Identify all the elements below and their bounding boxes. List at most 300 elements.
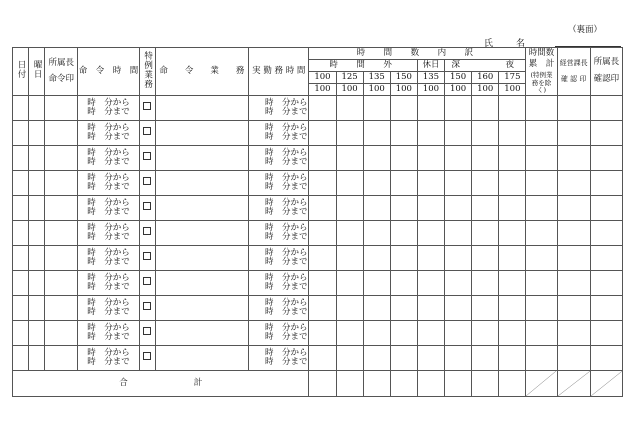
hours-cell[interactable]: [417, 220, 444, 245]
hours-cell[interactable]: [499, 95, 526, 120]
hours-cell[interactable]: [336, 345, 363, 370]
actual-time-cell[interactable]: [249, 120, 309, 145]
total-hours-sum-cell[interactable]: [390, 370, 417, 396]
hours-cell[interactable]: [309, 345, 336, 370]
order-time-cell[interactable]: [78, 145, 139, 170]
hours-cell[interactable]: [499, 195, 526, 220]
accounting-confirm-cell[interactable]: [557, 270, 590, 295]
weekday-cell[interactable]: [29, 295, 45, 320]
time-from-text: 時 分から: [87, 172, 130, 183]
hours-cell[interactable]: [390, 295, 417, 320]
hours-cell[interactable]: [363, 320, 390, 345]
rate-denominator: 100: [499, 83, 526, 95]
chief-confirm-cell[interactable]: [590, 95, 622, 120]
order-duty-cell[interactable]: [155, 345, 248, 370]
total-hours-cell[interactable]: [526, 295, 557, 320]
special-duty-checkbox[interactable]: [143, 302, 151, 310]
special-duty-cell: [139, 270, 155, 295]
order-duty-cell[interactable]: [155, 145, 248, 170]
hours-cell[interactable]: [472, 170, 499, 195]
order-duty-cell[interactable]: [155, 295, 248, 320]
header-total-note: (特例業務を除く): [530, 71, 553, 95]
accounting-confirm-cell[interactable]: [557, 195, 590, 220]
hours-cell[interactable]: [390, 345, 417, 370]
time-from-text: 時 分から: [265, 147, 308, 158]
time-from-text: 時 分から: [265, 222, 308, 233]
special-duty-checkbox[interactable]: [143, 152, 151, 160]
header-accounting-chief: 経営課長: [559, 59, 588, 68]
hours-cell[interactable]: [309, 120, 336, 145]
table-row: [13, 170, 623, 195]
time-until-text: 時 分まで: [265, 231, 308, 242]
hours-cell[interactable]: [336, 320, 363, 345]
time-from-text: 時 分から: [87, 147, 130, 158]
order-duty-cell[interactable]: [155, 95, 248, 120]
weekday-cell[interactable]: [29, 345, 45, 370]
date-cell[interactable]: [13, 95, 29, 120]
time-until-text: 時 分まで: [265, 206, 308, 217]
weekday-cell[interactable]: [29, 95, 45, 120]
order-duty-cell[interactable]: [155, 320, 248, 345]
diagonal-slash: [558, 371, 590, 396]
weekday-cell[interactable]: [29, 170, 45, 195]
rate-denominator: 100: [472, 83, 499, 95]
time-from-text: 時 分から: [87, 97, 130, 108]
header-overtime: 時 間 外: [309, 59, 418, 71]
hours-cell[interactable]: [390, 145, 417, 170]
time-until-text: 時 分まで: [87, 256, 130, 267]
order-time-cell[interactable]: [78, 195, 139, 220]
hours-cell[interactable]: [417, 120, 444, 145]
time-from-text: 時 分から: [87, 297, 130, 308]
table-row: [13, 245, 623, 270]
hours-cell[interactable]: [445, 245, 472, 270]
hours-cell[interactable]: [309, 220, 336, 245]
order-duty-cell[interactable]: [155, 170, 248, 195]
accounting-confirm-cell[interactable]: [557, 345, 590, 370]
total-hours-sum-cell[interactable]: [417, 370, 444, 396]
actual-time-cell[interactable]: [249, 145, 309, 170]
chief-seal-cell[interactable]: [45, 295, 78, 320]
hours-cell[interactable]: [390, 270, 417, 295]
order-time-cell[interactable]: [78, 245, 139, 270]
diagonal-slash: [591, 371, 622, 396]
actual-time-cell[interactable]: [249, 345, 309, 370]
special-duty-cell: [139, 145, 155, 170]
hours-cell[interactable]: [336, 270, 363, 295]
hours-cell[interactable]: [363, 120, 390, 145]
special-duty-cell: [139, 345, 155, 370]
chief-confirm-cell[interactable]: [590, 145, 622, 170]
time-from-text: 時 分から: [265, 347, 308, 358]
total-cumulative-diagonal-cell: [526, 370, 557, 396]
hours-cell[interactable]: [499, 270, 526, 295]
table-row: [13, 145, 623, 170]
chief-diagonal-cell: [590, 370, 622, 396]
hours-cell[interactable]: [390, 245, 417, 270]
order-time-cell[interactable]: [78, 170, 139, 195]
order-duty-cell[interactable]: [155, 245, 248, 270]
total-hours-cell[interactable]: [526, 245, 557, 270]
hours-cell[interactable]: [417, 95, 444, 120]
hours-cell[interactable]: [499, 145, 526, 170]
hours-cell[interactable]: [499, 295, 526, 320]
hours-cell[interactable]: [417, 345, 444, 370]
hours-cell[interactable]: [336, 145, 363, 170]
special-duty-checkbox[interactable]: [143, 177, 151, 185]
time-until-text: 時 分まで: [87, 206, 130, 217]
special-duty-cell: [139, 120, 155, 145]
hours-cell[interactable]: [363, 345, 390, 370]
accounting-confirm-cell[interactable]: [557, 245, 590, 270]
order-duty-cell[interactable]: [155, 220, 248, 245]
hours-cell[interactable]: [390, 95, 417, 120]
weekday-cell[interactable]: [29, 245, 45, 270]
chief-confirm-cell[interactable]: [590, 195, 622, 220]
total-hours-cell[interactable]: [526, 195, 557, 220]
hours-cell[interactable]: [309, 95, 336, 120]
date-cell[interactable]: [13, 220, 29, 245]
chief-seal-cell[interactable]: [45, 145, 78, 170]
total-hours-cell[interactable]: [526, 220, 557, 245]
time-from-text: 時 分から: [87, 197, 130, 208]
total-hours-cell[interactable]: [526, 345, 557, 370]
total-hours-sum-cell[interactable]: [445, 370, 472, 396]
hours-cell[interactable]: [499, 170, 526, 195]
hours-cell[interactable]: [417, 270, 444, 295]
chief-confirm-cell[interactable]: [590, 245, 622, 270]
table-row: [13, 270, 623, 295]
hours-cell[interactable]: [417, 145, 444, 170]
hours-cell[interactable]: [499, 245, 526, 270]
time-until-text: 時 分まで: [265, 256, 308, 267]
table-row: [13, 220, 623, 245]
total-hours-cell[interactable]: [526, 270, 557, 295]
table-row: [13, 320, 623, 345]
header-weekday: 曜日: [29, 48, 45, 96]
header-total-hours-label: 時間数累 計: [528, 48, 555, 70]
time-from-text: 時 分から: [265, 122, 308, 133]
order-duty-cell[interactable]: [155, 195, 248, 220]
hours-cell[interactable]: [472, 345, 499, 370]
rate-numerator: 125: [336, 71, 363, 83]
side-label: （裏面）: [567, 25, 602, 35]
total-hours-sum-cell[interactable]: [499, 370, 526, 396]
hours-cell[interactable]: [472, 295, 499, 320]
special-duty-cell: [139, 170, 155, 195]
hours-cell[interactable]: [390, 120, 417, 145]
actual-time-cell[interactable]: [249, 245, 309, 270]
time-until-text: 時 分まで: [87, 156, 130, 167]
special-duty-checkbox[interactable]: [143, 277, 151, 285]
actual-time-cell[interactable]: [249, 320, 309, 345]
special-duty-cell: [139, 320, 155, 345]
date-cell[interactable]: [13, 195, 29, 220]
header-accounting: [557, 48, 590, 96]
rate-denominator: 100: [390, 83, 417, 95]
time-from-text: 時 分から: [265, 247, 308, 258]
date-cell[interactable]: [13, 270, 29, 295]
hours-cell[interactable]: [363, 220, 390, 245]
date-cell[interactable]: [13, 170, 29, 195]
chief-seal-cell[interactable]: [45, 270, 78, 295]
order-time-cell[interactable]: [78, 295, 139, 320]
hours-cell[interactable]: [472, 245, 499, 270]
hours-cell[interactable]: [390, 220, 417, 245]
weekday-cell[interactable]: [29, 120, 45, 145]
hours-cell[interactable]: [417, 245, 444, 270]
time-from-text: 時 分から: [87, 322, 130, 333]
hours-cell[interactable]: [309, 195, 336, 220]
accounting-confirm-cell[interactable]: [557, 145, 590, 170]
weekday-cell[interactable]: [29, 145, 45, 170]
hours-cell[interactable]: [499, 120, 526, 145]
hours-cell[interactable]: [499, 345, 526, 370]
rate-numerator: 160: [472, 71, 499, 83]
chief-confirm-cell[interactable]: [590, 120, 622, 145]
header-chief-confirm: [590, 48, 622, 96]
total-hours-cell[interactable]: [526, 320, 557, 345]
time-from-text: 時 分から: [87, 272, 130, 283]
hours-cell[interactable]: [363, 170, 390, 195]
hours-cell[interactable]: [363, 95, 390, 120]
rate-numerator: 100: [309, 71, 336, 83]
weekday-cell[interactable]: [29, 220, 45, 245]
hours-cell[interactable]: [445, 220, 472, 245]
chief-confirm-cell[interactable]: [590, 170, 622, 195]
chief-seal-cell[interactable]: [45, 345, 78, 370]
order-time-cell[interactable]: [78, 270, 139, 295]
hours-cell[interactable]: [417, 195, 444, 220]
hours-cell[interactable]: [445, 145, 472, 170]
totals-label-right: 計: [193, 377, 203, 388]
header-breakdown: 時 間 数 内 訳: [309, 48, 526, 60]
hours-cell[interactable]: [363, 195, 390, 220]
time-until-text: 時 分まで: [87, 331, 130, 342]
time-until-text: 時 分まで: [265, 181, 308, 192]
date-cell[interactable]: [13, 120, 29, 145]
special-duty-cell: [139, 220, 155, 245]
special-duty-cell: [139, 195, 155, 220]
date-cell[interactable]: [13, 145, 29, 170]
time-until-text: 時 分まで: [87, 231, 130, 242]
special-duty-checkbox[interactable]: [143, 352, 151, 360]
hours-cell[interactable]: [472, 320, 499, 345]
header-order-time: 命 令 時 間: [78, 48, 139, 96]
special-duty-checkbox[interactable]: [143, 327, 151, 335]
hours-cell[interactable]: [417, 320, 444, 345]
rate-denominator: 100: [417, 83, 444, 95]
time-until-text: 時 分まで: [87, 181, 130, 192]
hours-cell[interactable]: [363, 245, 390, 270]
weekday-cell[interactable]: [29, 320, 45, 345]
date-cell[interactable]: [13, 245, 29, 270]
date-cell[interactable]: [13, 320, 29, 345]
accounting-confirm-cell[interactable]: [557, 295, 590, 320]
time-until-text: 時 分まで: [265, 281, 308, 292]
header-chief-seal: 所属長命令印: [45, 48, 78, 96]
chief-seal-cell[interactable]: [45, 220, 78, 245]
hours-cell[interactable]: [472, 120, 499, 145]
order-time-cell[interactable]: [78, 345, 139, 370]
header-total-hours: [526, 48, 557, 96]
order-duty-cell[interactable]: [155, 270, 248, 295]
actual-time-cell[interactable]: [249, 220, 309, 245]
hours-cell[interactable]: [445, 170, 472, 195]
time-from-text: 時 分から: [265, 297, 308, 308]
time-until-text: 時 分まで: [265, 356, 308, 367]
accounting-confirm-cell[interactable]: [557, 170, 590, 195]
total-hours-sum-cell[interactable]: [472, 370, 499, 396]
chief-confirm-cell[interactable]: [590, 345, 622, 370]
time-until-text: 時 分まで: [265, 331, 308, 342]
time-until-text: 時 分まで: [87, 306, 130, 317]
weekday-cell[interactable]: [29, 195, 45, 220]
hours-cell[interactable]: [472, 270, 499, 295]
time-from-text: 時 分から: [87, 247, 130, 258]
chief-confirm-cell[interactable]: [590, 220, 622, 245]
hours-cell[interactable]: [499, 320, 526, 345]
date-cell[interactable]: [13, 295, 29, 320]
header-chief-confirm-label: 確認印: [593, 74, 620, 85]
order-time-cell[interactable]: [78, 120, 139, 145]
time-until-text: 時 分まで: [87, 106, 130, 117]
accounting-confirm-cell[interactable]: [557, 120, 590, 145]
header-actual-time: 実 勤 務 時 間: [249, 48, 309, 96]
total-hours-sum-cell[interactable]: [363, 370, 390, 396]
actual-time-cell[interactable]: [249, 270, 309, 295]
header-date: 日付: [13, 48, 29, 96]
hours-cell[interactable]: [445, 120, 472, 145]
hours-cell[interactable]: [472, 220, 499, 245]
chief-confirm-cell[interactable]: [590, 295, 622, 320]
accounting-confirm-cell[interactable]: [557, 220, 590, 245]
order-time-cell[interactable]: [78, 220, 139, 245]
hours-cell[interactable]: [445, 270, 472, 295]
actual-time-cell[interactable]: [249, 195, 309, 220]
chief-seal-cell[interactable]: [45, 120, 78, 145]
header-chief-confirm-title: 所属長: [593, 57, 620, 68]
diagonal-slash: [526, 371, 556, 396]
order-time-cell[interactable]: [78, 320, 139, 345]
actual-time-cell[interactable]: [249, 95, 309, 120]
hours-cell[interactable]: [309, 270, 336, 295]
time-from-text: 時 分から: [265, 197, 308, 208]
table-row: [13, 345, 623, 370]
chief-seal-cell[interactable]: [45, 195, 78, 220]
rate-numerator: 135: [417, 71, 444, 83]
totals-row: [13, 370, 623, 396]
order-time-cell[interactable]: [78, 95, 139, 120]
hours-cell[interactable]: [445, 320, 472, 345]
rate-denominator: 100: [445, 83, 472, 95]
hours-cell[interactable]: [363, 270, 390, 295]
date-cell[interactable]: [13, 345, 29, 370]
time-until-text: 時 分まで: [265, 306, 308, 317]
hours-cell[interactable]: [390, 320, 417, 345]
hours-cell[interactable]: [417, 295, 444, 320]
hours-cell[interactable]: [336, 245, 363, 270]
total-hours-cell[interactable]: [526, 120, 557, 145]
hours-cell[interactable]: [390, 170, 417, 195]
accounting-confirm-cell[interactable]: [557, 320, 590, 345]
total-hours-cell[interactable]: [526, 170, 557, 195]
total-hours-sum-cell[interactable]: [336, 370, 363, 396]
special-duty-checkbox[interactable]: [143, 252, 151, 260]
hours-cell[interactable]: [336, 295, 363, 320]
time-from-text: 時 分から: [265, 172, 308, 183]
rate-numerator: 150: [445, 71, 472, 83]
time-until-text: 時 分まで: [87, 356, 130, 367]
hours-cell[interactable]: [336, 220, 363, 245]
header-order-duty: 命 令 業 務: [155, 48, 248, 96]
hours-cell[interactable]: [336, 120, 363, 145]
hours-cell[interactable]: [445, 345, 472, 370]
time-from-text: 時 分から: [87, 222, 130, 233]
rate-numerator: 150: [390, 71, 417, 83]
hours-cell[interactable]: [445, 295, 472, 320]
time-from-text: 時 分から: [87, 122, 130, 133]
accounting-confirm-cell[interactable]: [557, 95, 590, 120]
time-from-text: 時 分から: [87, 347, 130, 358]
header-night: 深 夜: [445, 59, 526, 71]
hours-cell[interactable]: [445, 195, 472, 220]
hours-cell[interactable]: [390, 195, 417, 220]
chief-seal-cell[interactable]: [45, 170, 78, 195]
chief-seal-cell[interactable]: [45, 245, 78, 270]
hours-cell[interactable]: [472, 95, 499, 120]
actual-time-cell[interactable]: [249, 295, 309, 320]
order-duty-cell[interactable]: [155, 120, 248, 145]
hours-cell[interactable]: [336, 95, 363, 120]
total-hours-cell[interactable]: [526, 95, 557, 120]
special-duty-checkbox[interactable]: [143, 127, 151, 135]
total-hours-sum-cell[interactable]: [309, 370, 336, 396]
chief-confirm-cell[interactable]: [590, 270, 622, 295]
total-hours-cell[interactable]: [526, 145, 557, 170]
hours-cell[interactable]: [363, 295, 390, 320]
hours-cell[interactable]: [336, 195, 363, 220]
hours-cell[interactable]: [309, 145, 336, 170]
chief-seal-cell[interactable]: [45, 320, 78, 345]
hours-cell[interactable]: [417, 170, 444, 195]
weekday-cell[interactable]: [29, 270, 45, 295]
time-until-text: 時 分まで: [87, 131, 130, 142]
hours-cell[interactable]: [309, 295, 336, 320]
hours-cell[interactable]: [472, 195, 499, 220]
rate-denominator: 100: [336, 83, 363, 95]
chief-seal-cell[interactable]: [45, 95, 78, 120]
hours-cell[interactable]: [309, 245, 336, 270]
actual-time-cell[interactable]: [249, 170, 309, 195]
chief-confirm-cell[interactable]: [590, 320, 622, 345]
hours-cell[interactable]: [309, 170, 336, 195]
hours-cell[interactable]: [445, 95, 472, 120]
special-duty-checkbox[interactable]: [143, 202, 151, 210]
time-until-text: 時 分まで: [87, 281, 130, 292]
hours-cell[interactable]: [309, 320, 336, 345]
accounting-diagonal-cell: [557, 370, 590, 396]
hours-cell[interactable]: [499, 220, 526, 245]
totals-label-left: 合: [119, 377, 128, 388]
hours-cell[interactable]: [336, 170, 363, 195]
totals-label: [13, 370, 309, 396]
hours-cell[interactable]: [363, 145, 390, 170]
special-duty-cell: [139, 295, 155, 320]
special-duty-checkbox[interactable]: [143, 102, 151, 110]
hours-cell[interactable]: [472, 145, 499, 170]
special-duty-checkbox[interactable]: [143, 227, 151, 235]
